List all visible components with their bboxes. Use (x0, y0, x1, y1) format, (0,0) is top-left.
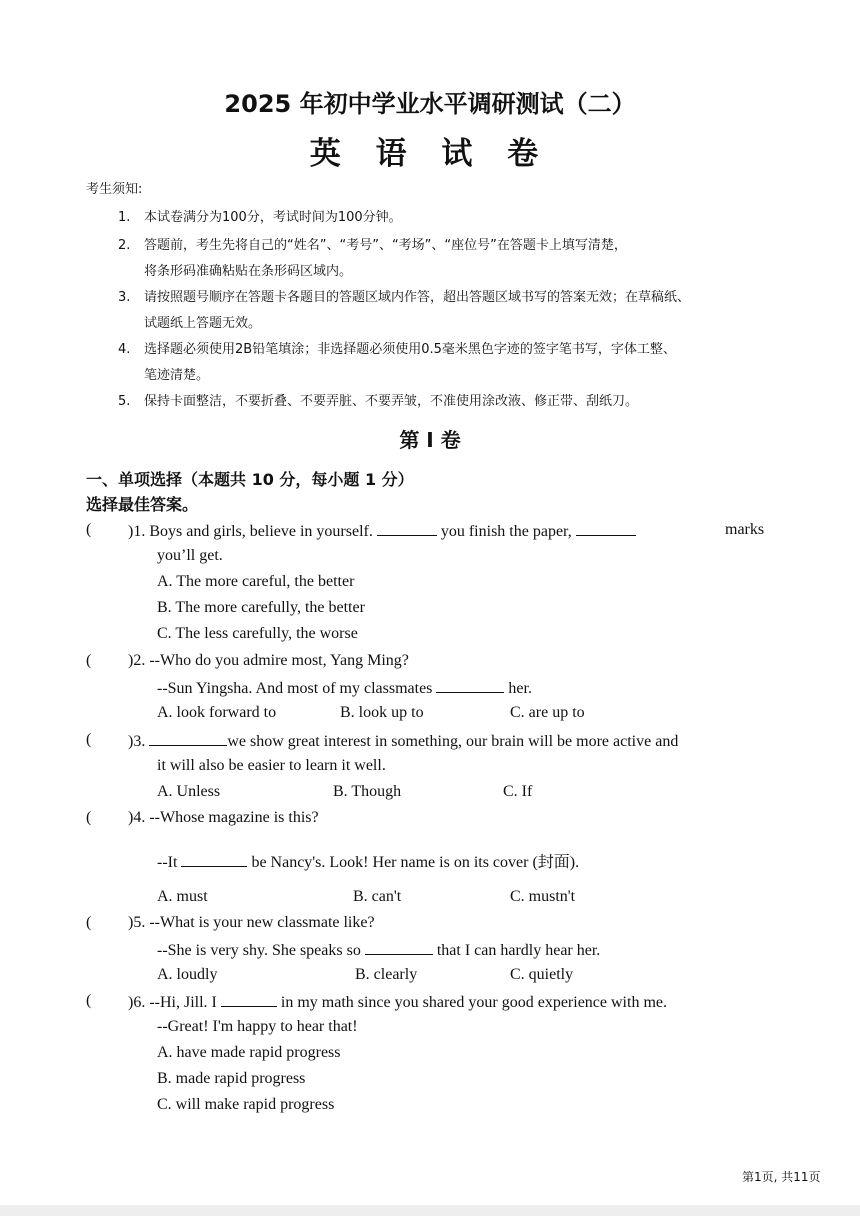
q5-option-c[interactable]: C. quietly (510, 966, 574, 983)
notice-item-3-cont: 试题纸上答题无效。 (144, 316, 262, 331)
q1-option-c[interactable]: C. The less carefully, the worse (157, 625, 358, 642)
notice-text: 请按照题号顺序在答题卡各题目的答题区域内作答，超出答题区域书写的答案无效；在草稿纸、 (144, 290, 691, 305)
q4-line1: )4. --Whose magazine is this? (128, 809, 319, 826)
scan-edge (0, 1205, 860, 1216)
notice-item-4-cont: 笔迹清楚。 (144, 368, 210, 383)
q1-option-a[interactable]: A. The more careful, the better (157, 573, 355, 590)
q1-text-c: marks (725, 521, 765, 538)
notice-item-3 (118, 286, 690, 305)
answer-blank (221, 992, 277, 1007)
q1-text-d: you’ll get. (157, 547, 223, 564)
q3-text-b: it will also be easier to learn it well. (157, 757, 386, 774)
notice-title: 考生须知: (86, 182, 143, 197)
q6-line2: --Great! I'm happy to hear that! (157, 1018, 358, 1035)
notice-num: 5. (118, 394, 131, 409)
notice-num: 1. (118, 210, 131, 225)
notice-num: 3. (118, 290, 131, 305)
q6-option-b[interactable]: B. made rapid progress (157, 1070, 306, 1087)
q6-text-b: in my math since you shared your good experience with me. (280, 994, 667, 1011)
subject-title: 英 语 试 卷 (309, 136, 551, 172)
notice-num: 2. (118, 238, 131, 253)
q1-option-b[interactable]: B. The more carefully, the better (157, 599, 365, 616)
exam-title: 2025 年初中学业水平调研测试（二） (224, 90, 636, 118)
q6-option-c[interactable]: C. will make rapid progress (157, 1096, 335, 1113)
q2-text-b: her. (508, 680, 532, 697)
section-title: 第 I 卷 (399, 428, 461, 452)
notice-item-2-cont: 将条形码准确粘贴在条形码区域内。 (144, 264, 353, 279)
notice-text: 本试卷满分为100分，考试时间为100分钟。 (144, 210, 402, 225)
answer-paren[interactable]: ( (86, 914, 92, 931)
answer-paren[interactable]: ( (86, 992, 92, 1009)
q2-option-b[interactable]: B. look up to (340, 704, 424, 721)
q2-line2 (157, 678, 532, 698)
q5-line1: )5. --What is your new classmate like? (128, 914, 375, 931)
question-1 (128, 521, 636, 541)
notice-item-4 (118, 338, 676, 357)
q3-num: )3. (128, 733, 146, 750)
answer-paren[interactable]: ( (86, 731, 92, 748)
answer-blank (365, 940, 433, 955)
answer-paren[interactable]: ( (86, 521, 92, 538)
notice-item-2 (118, 234, 627, 253)
q1-text-a: )1. Boys and girls, believe in yourself. (128, 523, 373, 540)
q6-text-a: )6. --Hi, Jill. I (128, 994, 217, 1011)
q5-text-b: that I can hardly hear her. (436, 942, 601, 959)
answer-blank (576, 521, 636, 536)
q3-option-c[interactable]: C. If (503, 783, 533, 800)
answer-blank (181, 852, 247, 867)
q4-text-a: --It (157, 854, 178, 871)
q6-option-a[interactable]: A. have made rapid progress (157, 1044, 341, 1061)
part-title: 一、单项选择（本题共 10 分，每小题 1 分） (86, 470, 414, 489)
answer-blank (436, 678, 504, 693)
q3-text-a: we show great interest in something, our brain will be more active and (227, 733, 679, 750)
q4-text-b: be Nancy's. Look! Her name is on its cover (封面). (251, 854, 580, 871)
q2-option-a[interactable]: A. look forward to (157, 704, 277, 721)
question-3 (128, 731, 678, 751)
notice-item-5 (118, 390, 638, 409)
q5-line2 (157, 940, 600, 960)
notice-text: 答题前，考生先将自己的“姓名”、“考号”、“考场”、“座位号”在答题卡上填写清楚， (144, 238, 627, 253)
answer-paren[interactable]: ( (86, 809, 92, 826)
q5-option-a[interactable]: A. loudly (157, 966, 218, 983)
q2-option-c[interactable]: C. are up to (510, 704, 585, 721)
answer-blank (377, 521, 437, 536)
q3-option-b[interactable]: B. Though (333, 783, 402, 800)
page-number: 第1页, 共11页 (742, 1170, 821, 1184)
notice-text: 保持卡面整洁，不要折叠、不要弄脏、不要弄皱，不准使用涂改液、修正带、刮纸刀。 (144, 394, 639, 409)
q5-option-b[interactable]: B. clearly (355, 966, 418, 983)
q1-text-b: you finish the paper, (440, 523, 572, 540)
q2-line1: )2. --Who do you admire most, Yang Ming? (128, 652, 409, 669)
notice-item-1 (118, 206, 402, 225)
q5-text-a: --She is very shy. She speaks so (157, 942, 361, 959)
question-6 (128, 992, 667, 1012)
answer-paren[interactable]: ( (86, 652, 92, 669)
q4-line2 (157, 849, 579, 872)
notice-text: 选择题必须使用2B铅笔填涂；非选择题必须使用0.5毫米黑色字迹的签字笔书写，字体工整、 (144, 342, 676, 357)
notice-num: 4. (118, 342, 131, 357)
part-instruction: 选择最佳答案。 (86, 495, 199, 514)
q3-option-a[interactable]: A. Unless (157, 783, 221, 800)
q4-option-c[interactable]: C. mustn't (510, 888, 576, 905)
q2-text-a: --Sun Yingsha. And most of my classmates (157, 680, 433, 697)
q4-option-a[interactable]: A. must (157, 888, 208, 905)
q4-option-b[interactable]: B. can't (353, 888, 402, 905)
answer-blank (149, 731, 227, 746)
